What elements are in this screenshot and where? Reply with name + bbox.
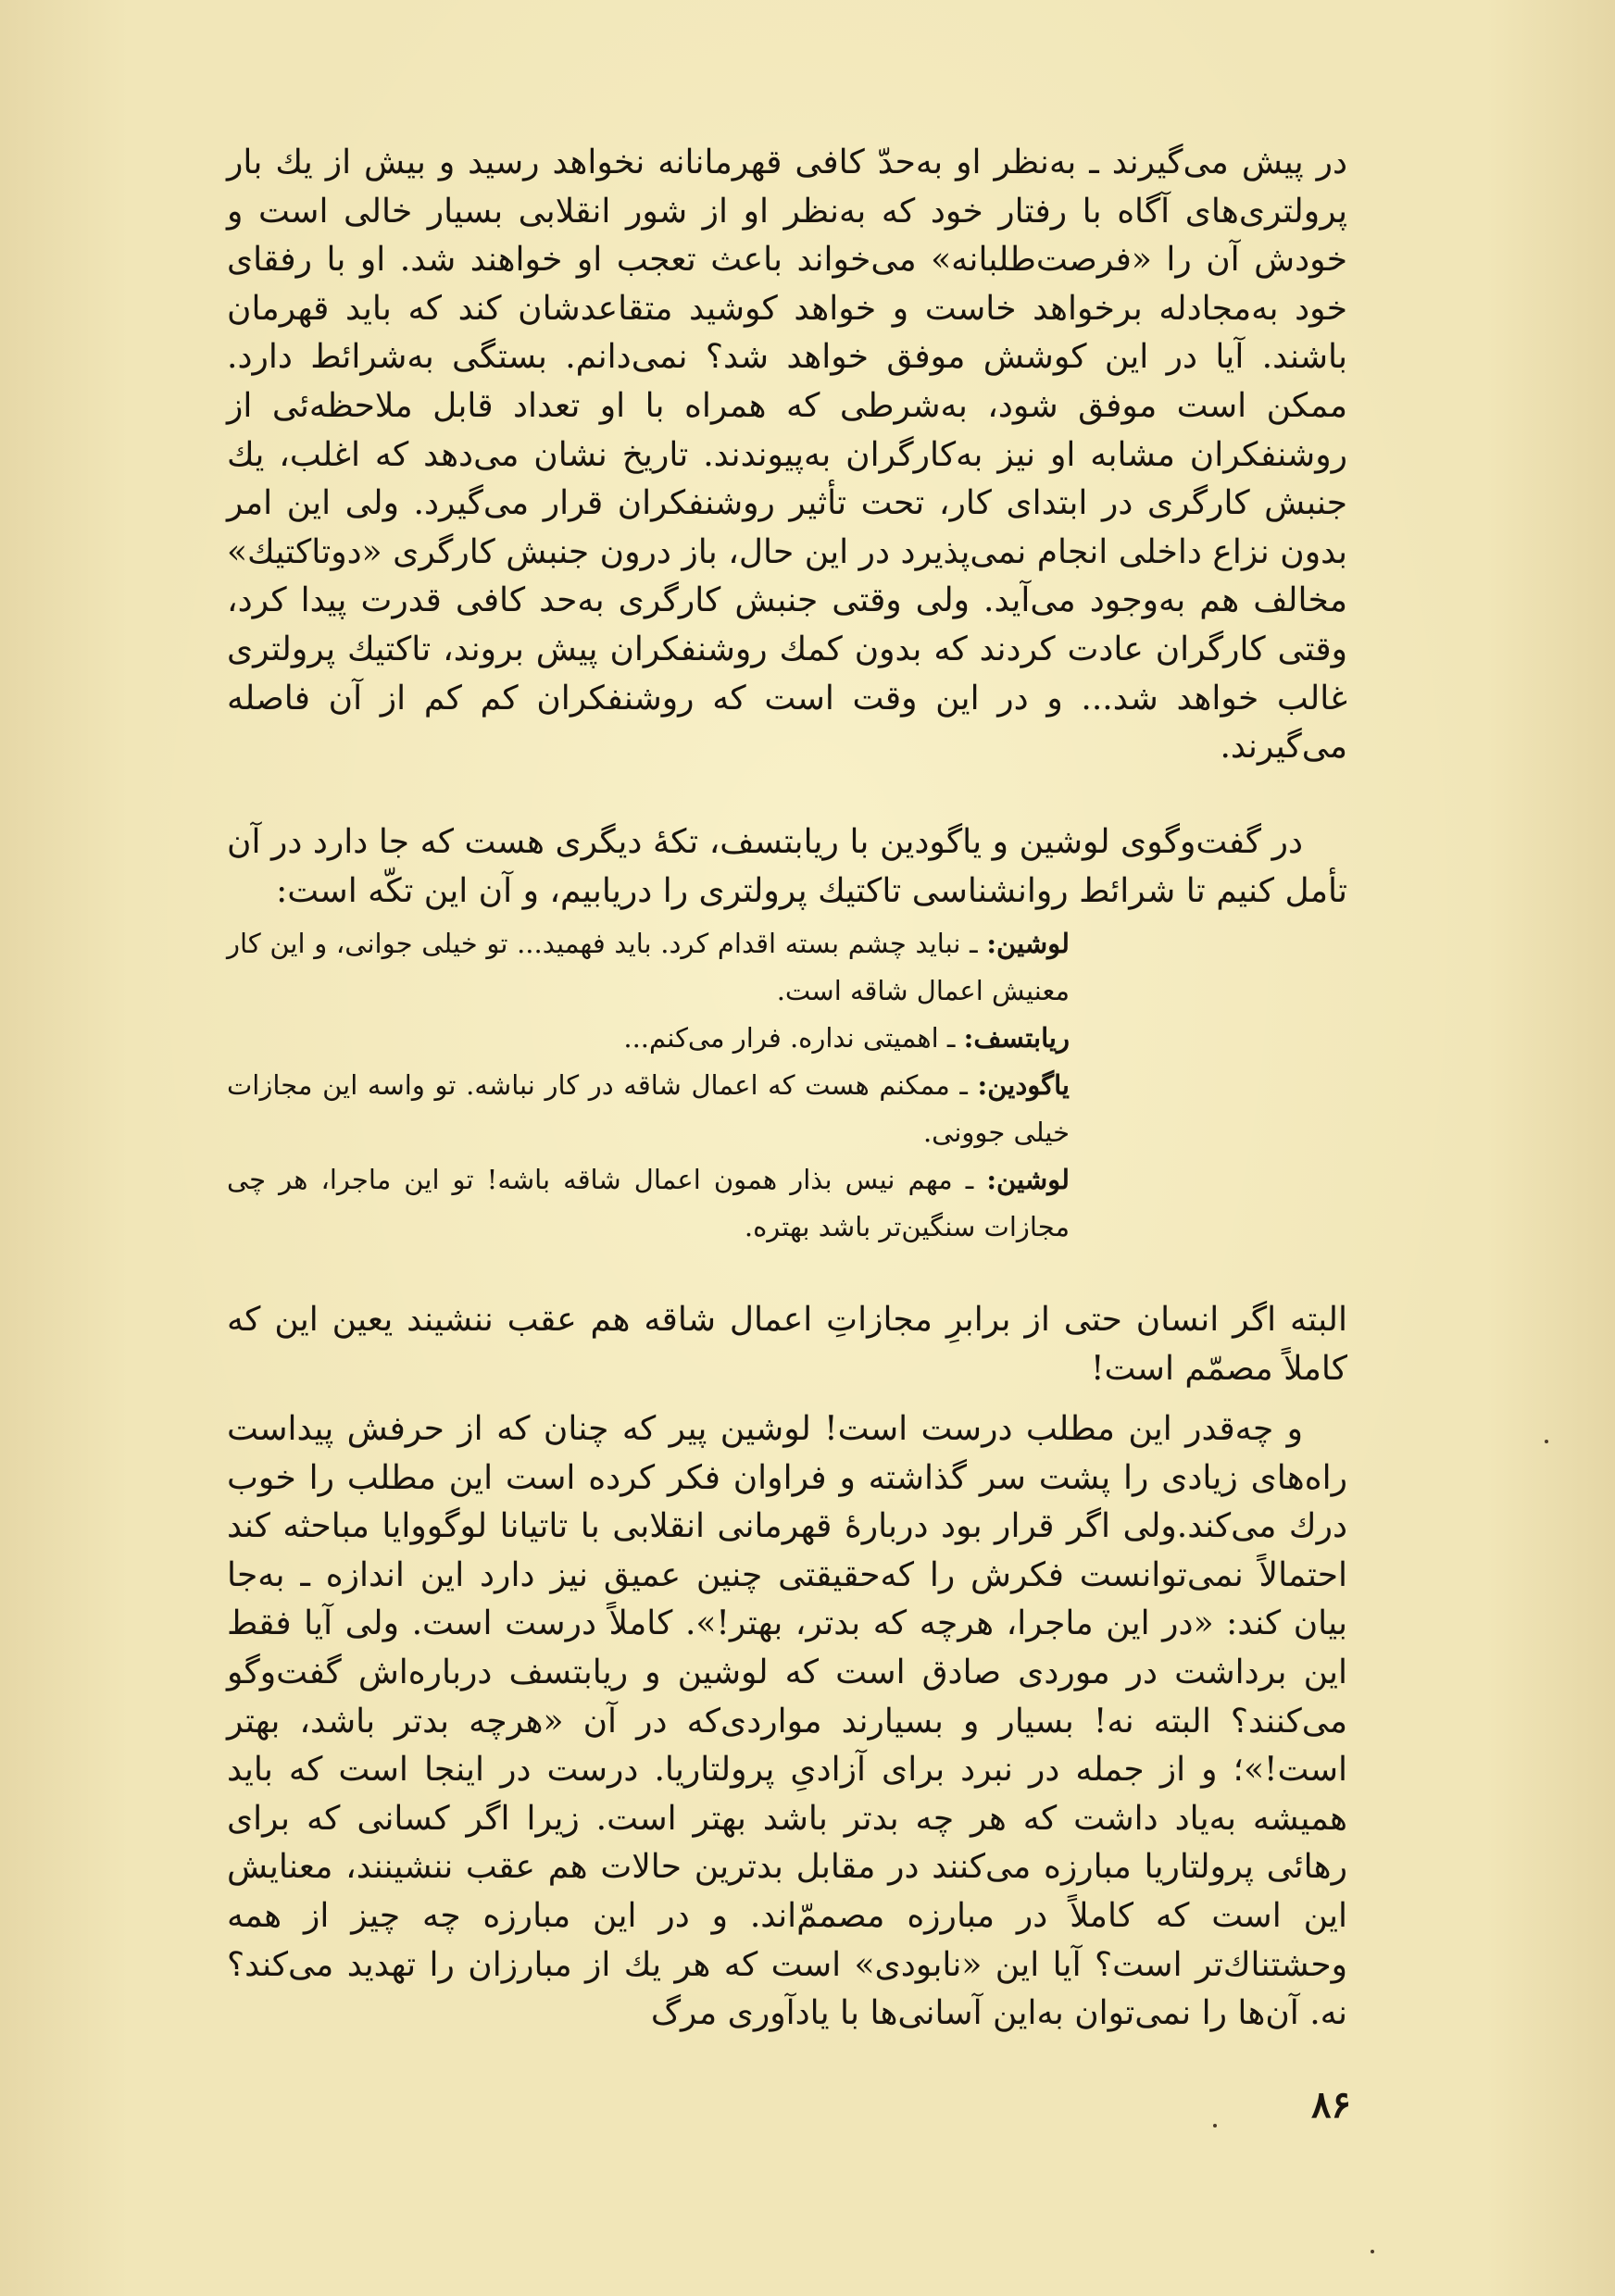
dialogue-line-1	[227, 920, 1070, 1015]
dialogue-text: ـ مهم نیس بذار همون اعمال شاقه باشه! تو این ماجرا، هر چی مجازات سنگین‌تر باشد بهتره.	[227, 1164, 1070, 1242]
dialogue-line-2	[227, 1015, 1070, 1062]
paper-speck	[1213, 2124, 1217, 2128]
dialogue-text: ـ نباید چشم بسته اقدام کرد. باید فهمید... تو خیلی جوانی، و این کار معنیش اعمال شاقه است.	[227, 928, 1070, 1006]
dialogue-text: ـ ممکنم هست که اعمال شاقه در کار نباشه. تو واسه این مجازات خیلی جوونی.	[227, 1069, 1070, 1148]
paragraph-3: البته اگر انسان حتی از برابرِ مجازاتِ اعمال شاقه هم عقب ننشیند یعین این که کاملاً مصمّم است!	[227, 1301, 1347, 1388]
paper-speck	[1371, 2250, 1374, 2253]
paragraph-block-3	[227, 1296, 1347, 1393]
dialogue-line-3	[227, 1062, 1070, 1156]
paragraph-2: در گفت‌وگوی لوشین و یاگودین با ریابتسف، تکهٔ دیگری هست که جا دارد در آن تأمل کنیم تا شرائط روانشناسی تاکتیك پرولتری را دریابیم، و آن این تکّه است:	[227, 823, 1347, 910]
paragraph-block-1	[227, 139, 1347, 772]
paragraph-block-2	[227, 818, 1347, 916]
paragraph-1: در پیش می‌گیرند ـ به‌نظر او به‌حدّ کافی قهرمانانه نخواهد رسید و بیش از یك بار پرولتری‌های آگاه با رفتار خود که به‌نظر او از شور انقلابی بسیار خالی است و خودش آن را «فرصت‌طلبانه» می‌خواند باعث تعجب او خواهند شد. او با رفقای خود به‌مجادله برخواهد خاست و خواهد کوشید متقاعدشان کند که باید قهرمان باشند. آیا در این کوشش موفق خواهد شد؟ نمی‌دانم. بستگی به‌شرائط دارد. ممکن است موفق شود، به‌شرطی که همراه با او تعداد قابل ملاحظه‌ئی از روشنفکران مشابه او نیز به‌کارگران به‌پیوندند. تاریخ نشان می‌دهد که اغلب، یك جنبش کارگری در ابتدای کار، تحت تأثیر روشنفکران قرار می‌گیرد. ولی این امر بدون نزاع داخلی انجام نمی‌پذیرد در این حال، باز درون جنبش کارگری «دوتاکتیك» مخالف هم به‌وجود می‌آید. ولی وقتی جنبش کارگری به‌حد کافی قدرت پیدا کرد، وقتی کارگران عادت کردند که بدون کمك روشنفکران پیش بروند، تاکتیك پرولتری غالب خواهد شد... و در این وقت است که روشنفکران کم کم از آن فاصله می‌گیرند.	[227, 144, 1347, 767]
dialogue-block	[227, 920, 1070, 1251]
dialogue-speaker: لوشین:	[986, 1164, 1070, 1195]
dialogue-line-4	[227, 1156, 1070, 1251]
dialogue-speaker: لوشین:	[986, 928, 1070, 959]
dialogue-speaker: ریابتسف:	[963, 1022, 1070, 1054]
dialogue-speaker: یاگودین:	[977, 1069, 1070, 1101]
page-number: ۸۶	[1311, 2083, 1351, 2127]
paragraph-4: و چه‌قدر این مطلب درست است! لوشین پیر که چنان که از حرفش پیداست راه‌های زیادی را پشت سر گذاشته و فراوان فکر کرده است این مطلب را خوب درك می‌کند.ولی اگر قرار بود دربارهٔ قهرمانی انقلابی با تاتیانا لوگووایا مباحثه کند احتمالاً نمی‌توانست فکرش را که‌حقیقتی چنین عمیق نیز دارد این اندازه ـ به‌جا بیان کند: «در این ماجرا، هرچه که بدتر، بهتر!». کاملاً درست است. ولی آیا فقط این برداشت در موردی صادق است که لوشین و ریابتسف درباره‌اش گفت‌وگو می‌کنند؟ البته نه! بسیار و بسیارند مواردی‌که در آن «هرچه بدتر باشد، بهتر است!»؛ و از جمله در نبرد برای آزادیِ پرولتاریا. درست در اینجا است که باید همیشه به‌یاد داشت که هر چه بدتر باشد بهتر است. زیرا اگر کسانی که برای رهائی پرولتاریا مبارزه می‌کنند در مقابل بدترین حالات هم عقب ننشینند، معنایش این است که کاملاً در مبارزه مصممّ‌اند. و در این مبارزه چه چیز از همه وحشتناك‌تر است؟ آیا این «نابودی» است که هر یك از مبارزان را تهدید می‌کند؟ نه. آن‌ها را نمی‌توان به‌این آسانی‌ها با یادآوری مرگ	[227, 1410, 1348, 2033]
paragraph-block-4	[227, 1405, 1347, 2039]
paper-speck	[1545, 1440, 1548, 1443]
dialogue-text: ـ اهمیتی نداره. فرار می‌کنم...	[623, 1022, 964, 1054]
